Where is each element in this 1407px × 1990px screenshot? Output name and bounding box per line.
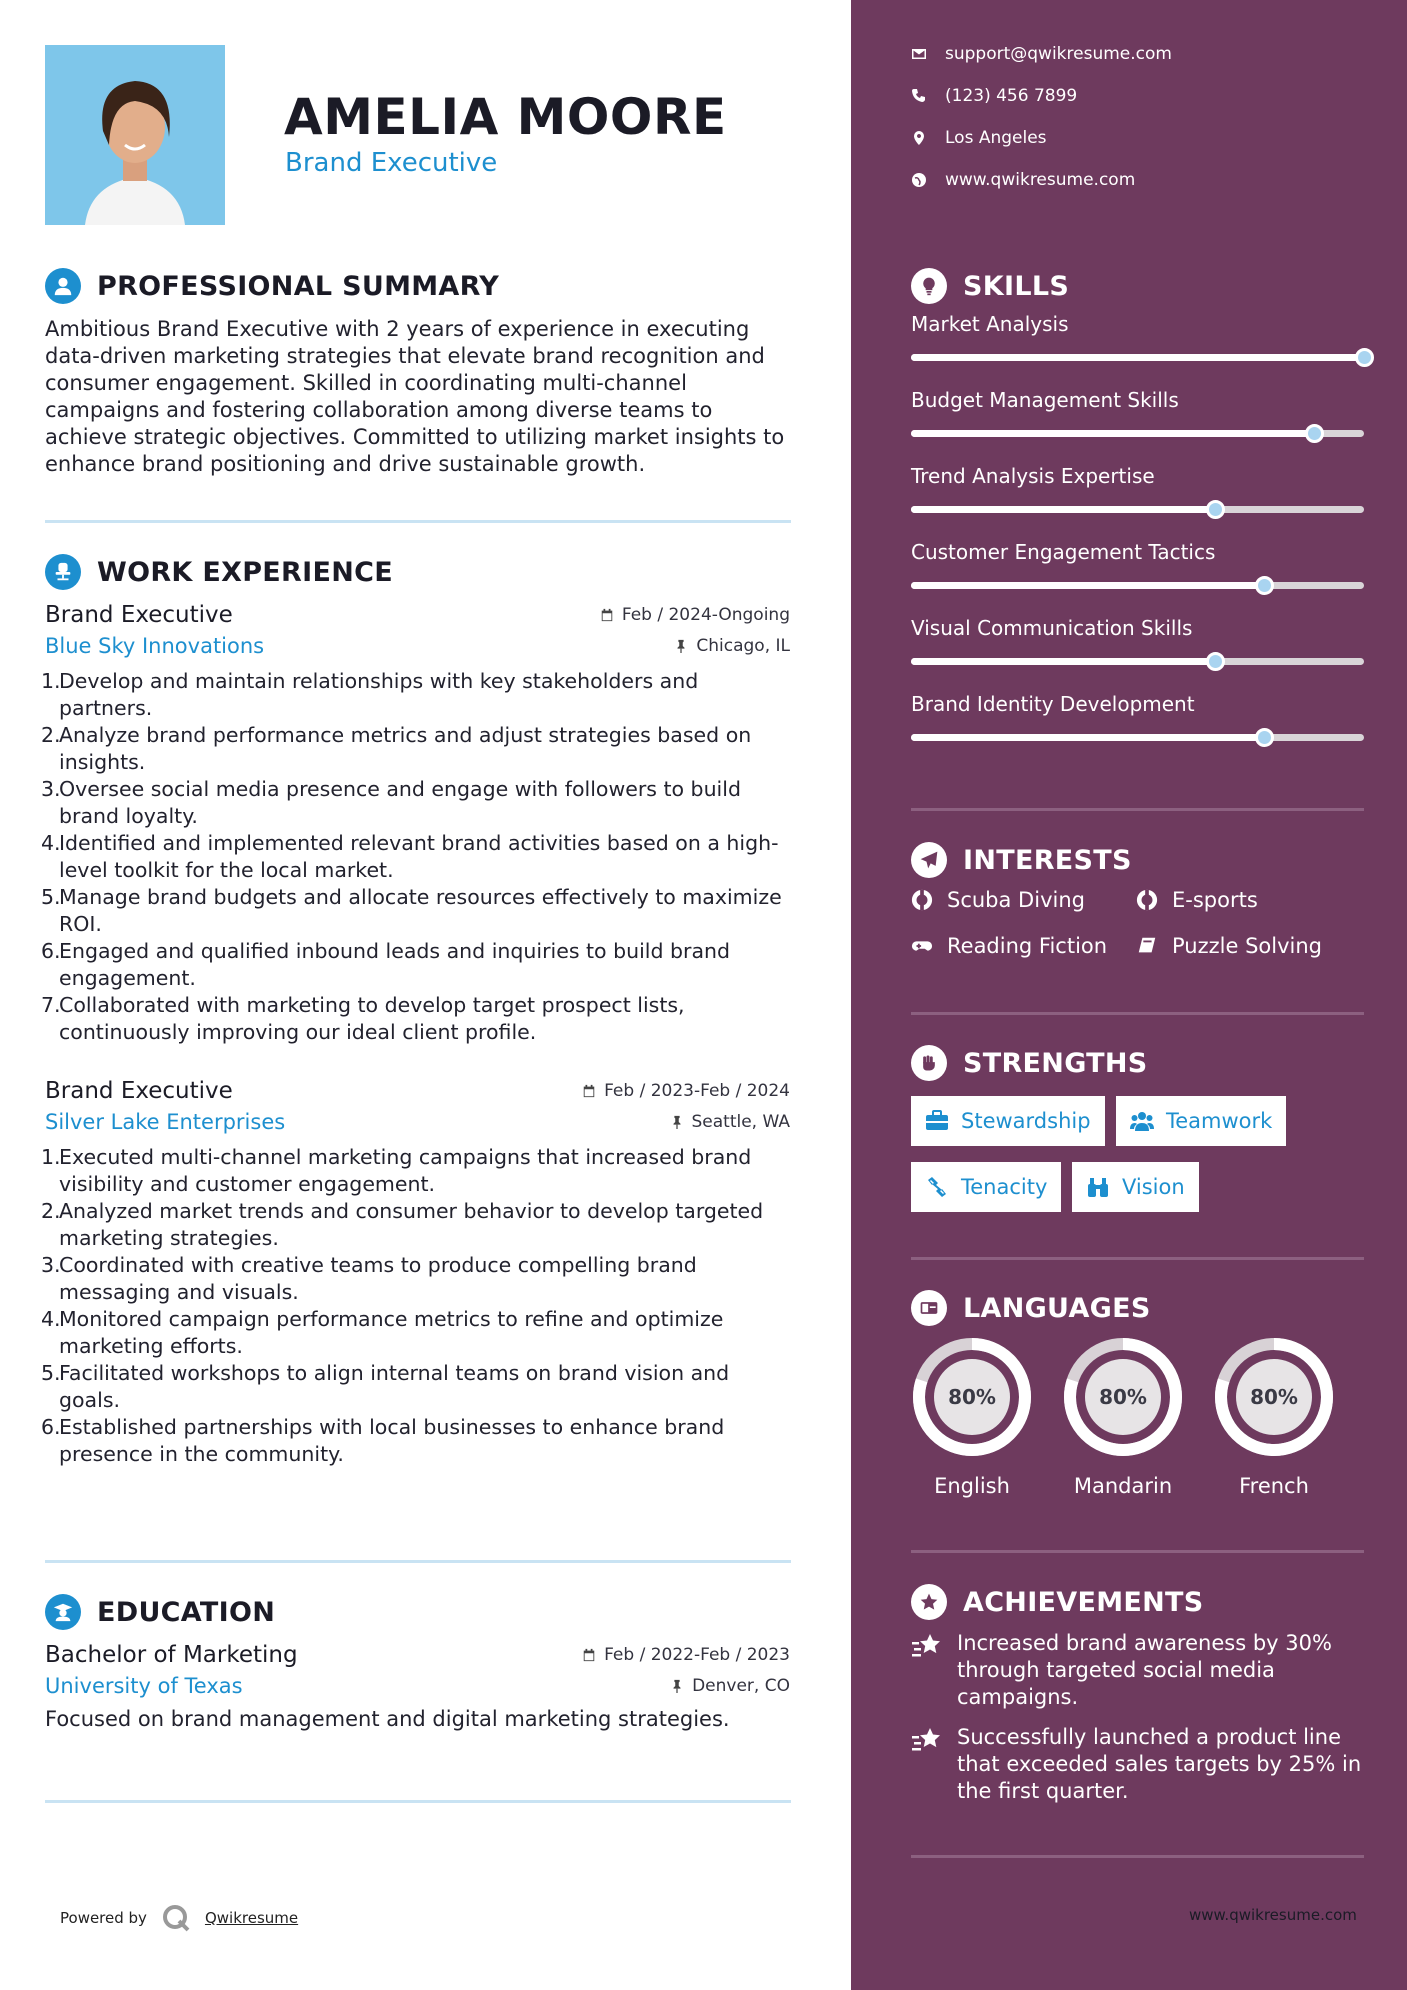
item-number: 2. xyxy=(41,723,61,747)
item-text: Facilitated workshops to align internal teams on brand vision and goals. xyxy=(59,1361,730,1412)
item-text: Engaged and qualified inbound leads and inquiries to build brand engagement. xyxy=(59,939,731,990)
language-ring xyxy=(911,1336,1033,1458)
section-divider xyxy=(911,1257,1364,1260)
responsibility-item xyxy=(41,1198,790,1252)
item-number: 4. xyxy=(41,831,61,855)
section-divider xyxy=(911,1012,1364,1015)
summary-text: Ambitious Brand Executive with 2 years of experience in executing data-driven marketing strategies that elevate brand recognition and consumer engagement. Skilled in coordinating multi-channel campaigns and fostering collaboration among diverse teams to achieve strategic objectives. Committed to utilizing market insights to enhance brand positioning and drive sustainable growth. xyxy=(45,317,785,476)
item-text: Identified and implemented relevant brand activities based on a high-level toolkit for the local market. xyxy=(59,831,779,882)
contact-location: Los Angeles xyxy=(911,128,1047,148)
responsibility-item xyxy=(41,938,790,992)
language-item xyxy=(1062,1336,1184,1498)
job-responsibilities xyxy=(41,668,790,1046)
strength-tag: Vision xyxy=(1072,1162,1199,1212)
achievement-item: Increased brand awareness by 30% through targeted social media campaigns. xyxy=(911,1630,1371,1711)
experience-section xyxy=(41,552,790,1468)
responsibility-item xyxy=(41,1306,790,1360)
job-responsibilities xyxy=(41,1144,790,1468)
education-description: Focused on brand management and digital marketing strategies. xyxy=(45,1707,730,1731)
item-number: 1. xyxy=(41,1145,61,1169)
language-percent: 80% xyxy=(1250,1385,1298,1409)
skill-bar-fill xyxy=(911,354,1364,361)
responsibility-item xyxy=(41,1252,790,1306)
skills-header xyxy=(911,266,1069,306)
strengths-header xyxy=(911,1043,1148,1083)
job-date: Feb / 2024-Ongoing xyxy=(600,605,790,625)
education-entry xyxy=(45,1642,790,1733)
item-text: Collaborated with marketing to develop target prospect lists, continuously improving our ideal client profile. xyxy=(59,993,685,1044)
profile-photo xyxy=(45,45,225,225)
item-text: Manage brand budgets and allocate resources effectively to maximize ROI. xyxy=(59,885,782,936)
strength-tag: Teamwork xyxy=(1116,1096,1286,1146)
item-number: 6. xyxy=(41,939,61,963)
achievements-header xyxy=(911,1582,1204,1622)
experience-title: WORK EXPERIENCE xyxy=(97,556,393,588)
footer-website-link[interactable]: www.qwikresume.com xyxy=(1189,1906,1357,1924)
responsibility-item xyxy=(41,776,790,830)
education-title: EDUCATION xyxy=(97,1596,276,1628)
skill-level-knob xyxy=(1255,728,1274,747)
binoculars-icon xyxy=(1086,1176,1110,1198)
school: University of Texas xyxy=(45,1674,243,1698)
skill-bar xyxy=(911,506,1364,513)
lightbulb-icon xyxy=(911,268,947,304)
skill-name: Market Analysis xyxy=(911,312,1069,336)
skill-level-knob xyxy=(1355,348,1374,367)
responsibility-item xyxy=(41,722,790,776)
skill-item xyxy=(911,388,1364,437)
calendar-icon xyxy=(582,1084,596,1098)
languages-header xyxy=(911,1288,1151,1328)
language-item xyxy=(1213,1336,1335,1498)
item-number: 2. xyxy=(41,1199,61,1223)
job-title: Brand Executive xyxy=(45,602,233,628)
language-icon xyxy=(911,1290,947,1326)
interest-item: Reading Fiction xyxy=(911,934,1107,958)
skill-bar xyxy=(911,734,1364,741)
item-number: 3. xyxy=(41,777,61,801)
section-divider xyxy=(45,1560,791,1563)
life-ring-icon xyxy=(1136,889,1158,911)
interest-item: E-sports xyxy=(1136,888,1258,912)
qwikresume-logo-icon xyxy=(161,1903,191,1933)
education-location: Denver, CO xyxy=(670,1676,790,1696)
achievements-title: ACHIEVEMENTS xyxy=(963,1586,1204,1618)
skill-level-knob xyxy=(1206,500,1225,519)
shooting-star-icon xyxy=(911,1726,943,1756)
language-ring xyxy=(1213,1336,1335,1458)
candidate-name: AMELIA MOORE xyxy=(284,88,727,146)
responsibility-item xyxy=(41,1360,790,1414)
users-icon xyxy=(1130,1110,1154,1132)
strengths-title: STRENGTHS xyxy=(963,1047,1148,1079)
interest-item: Puzzle Solving xyxy=(1136,934,1322,958)
skill-level-knob xyxy=(1305,424,1324,443)
skill-bar xyxy=(911,354,1364,361)
responsibility-item xyxy=(41,992,790,1046)
section-divider xyxy=(45,520,791,523)
responsibility-item xyxy=(41,884,790,938)
skill-bar xyxy=(911,582,1364,589)
item-text: Analyzed market trends and consumer behavior to develop targeted marketing strategies. xyxy=(59,1199,764,1250)
job-company: Silver Lake Enterprises xyxy=(45,1110,286,1134)
skill-item xyxy=(911,616,1364,665)
section-divider xyxy=(911,1855,1364,1858)
item-number: 4. xyxy=(41,1307,61,1331)
powered-by: Powered by Qwikresume xyxy=(60,1903,298,1933)
job-title: Brand Executive xyxy=(45,1078,233,1104)
strength-tag: Tenacity xyxy=(911,1162,1061,1212)
item-number: 6. xyxy=(41,1415,61,1439)
language-ring xyxy=(1062,1336,1184,1458)
contact-email[interactable]: support@qwikresume.com xyxy=(911,44,1172,64)
skill-bar-fill xyxy=(911,582,1264,589)
book-icon xyxy=(1136,935,1158,957)
skill-name: Budget Management Skills xyxy=(911,388,1179,412)
item-text: Analyze brand performance metrics and adjust strategies based on insights. xyxy=(59,723,752,774)
skill-name: Visual Communication Skills xyxy=(911,616,1193,640)
skills-title: SKILLS xyxy=(963,270,1070,302)
envelope-icon xyxy=(911,46,927,62)
responsibility-item xyxy=(41,1414,790,1468)
pushpin-icon xyxy=(670,1679,684,1693)
skill-bar xyxy=(911,658,1364,665)
skill-name: Trend Analysis Expertise xyxy=(911,464,1155,488)
link-icon xyxy=(925,1176,949,1198)
pushpin-icon xyxy=(670,1115,684,1129)
degree: Bachelor of Marketing xyxy=(45,1642,298,1668)
interests-header xyxy=(911,840,1132,880)
item-number: 7. xyxy=(41,993,61,1017)
item-number: 5. xyxy=(41,885,61,909)
item-text: Executed multi-channel marketing campaigns that increased brand visibility and customer engagement. xyxy=(59,1145,752,1196)
achievement-item: Successfully launched a product line that exceeded sales targets by 25% in the first quarter. xyxy=(911,1724,1371,1805)
section-divider xyxy=(911,808,1364,811)
job-entry xyxy=(41,1078,790,1468)
skill-name: Brand Identity Development xyxy=(911,692,1195,716)
contact-phone[interactable]: (123) 456 7899 xyxy=(911,86,1077,106)
qwikresume-link[interactable]: Qwikresume xyxy=(204,1909,299,1927)
interest-item: Scuba Diving xyxy=(911,888,1085,912)
globe-icon xyxy=(911,172,927,188)
item-number: 1. xyxy=(41,669,61,693)
skill-item xyxy=(911,692,1364,741)
responsibility-item xyxy=(41,1144,790,1198)
item-text: Oversee social media presence and engage with followers to build brand loyalty. xyxy=(59,777,741,828)
job-company: Blue Sky Innovations xyxy=(45,634,265,658)
education-date: Feb / 2022-Feb / 2023 xyxy=(582,1645,790,1665)
phone-icon xyxy=(911,88,927,104)
skill-item xyxy=(911,464,1364,513)
contact-website[interactable]: www.qwikresume.com xyxy=(911,170,1135,190)
skill-item xyxy=(911,312,1364,361)
user-icon xyxy=(45,268,81,304)
skill-item xyxy=(911,540,1364,589)
skill-bar-fill xyxy=(911,430,1314,437)
skill-name: Customer Engagement Tactics xyxy=(911,540,1216,564)
language-item xyxy=(911,1336,1033,1498)
languages-title: LANGUAGES xyxy=(963,1292,1151,1324)
item-number: 3. xyxy=(41,1253,61,1277)
sidebar xyxy=(851,0,1407,1990)
language-name: French xyxy=(1239,1474,1309,1498)
job-location: Chicago, IL xyxy=(674,636,790,656)
paper-plane-icon xyxy=(911,842,947,878)
interests-title: INTERESTS xyxy=(963,844,1132,876)
shooting-star-icon xyxy=(911,1632,943,1662)
calendar-icon xyxy=(600,608,614,622)
item-number: 5. xyxy=(41,1361,61,1385)
skill-bar-fill xyxy=(911,658,1215,665)
job-date: Feb / 2023-Feb / 2024 xyxy=(582,1081,790,1101)
responsibility-item xyxy=(41,668,790,722)
location-pin-icon xyxy=(911,130,927,146)
star-badge-icon xyxy=(911,1584,947,1620)
language-name: Mandarin xyxy=(1073,1474,1173,1498)
calendar-icon xyxy=(582,1648,596,1662)
language-percent: 80% xyxy=(1099,1385,1147,1409)
life-ring-icon xyxy=(911,889,933,911)
fist-icon xyxy=(911,1045,947,1081)
candidate-role: Brand Executive xyxy=(285,148,498,178)
language-name: English xyxy=(934,1474,1010,1498)
item-text: Established partnerships with local businesses to enhance brand presence in the community. xyxy=(59,1415,725,1466)
summary-section xyxy=(45,266,790,478)
skill-level-knob xyxy=(1206,652,1225,671)
job-entry xyxy=(41,602,790,1046)
skill-level-knob xyxy=(1255,576,1274,595)
skill-bar-fill xyxy=(911,734,1264,741)
section-divider xyxy=(45,1800,791,1803)
office-chair-icon xyxy=(45,554,81,590)
pushpin-icon xyxy=(674,639,688,653)
skill-bar-fill xyxy=(911,506,1215,513)
language-percent: 80% xyxy=(948,1385,996,1409)
responsibility-item xyxy=(41,830,790,884)
strength-tag: Stewardship xyxy=(911,1096,1105,1146)
education-section xyxy=(45,1592,790,1733)
graduate-icon xyxy=(45,1594,81,1630)
item-text: Monitored campaign performance metrics to refine and optimize marketing efforts. xyxy=(59,1307,724,1358)
job-location: Seattle, WA xyxy=(670,1112,791,1132)
briefcase-icon xyxy=(925,1110,949,1132)
skill-bar xyxy=(911,430,1364,437)
item-text: Develop and maintain relationships with key stakeholders and partners. xyxy=(59,669,699,720)
summary-title: PROFESSIONAL SUMMARY xyxy=(97,270,500,302)
gamepad-icon xyxy=(911,935,933,957)
item-text: Coordinated with creative teams to produce compelling brand messaging and visuals. xyxy=(59,1253,697,1304)
section-divider xyxy=(911,1550,1364,1553)
portrait-image xyxy=(45,45,225,225)
